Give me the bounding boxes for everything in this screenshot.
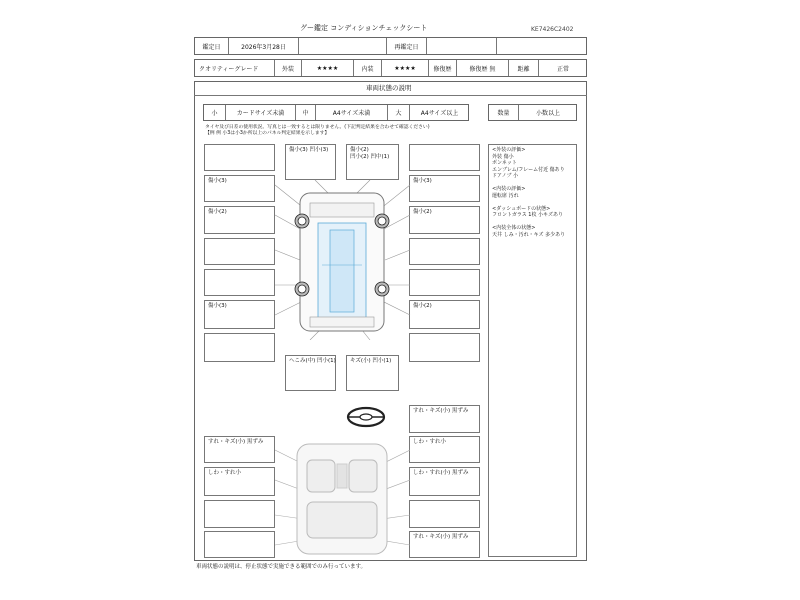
exterior-box-right-4 [409, 269, 480, 296]
exterior-box-rear-right: キズ(小) 凹小(1) [346, 355, 399, 391]
exterior-box-left-5: 傷小(3) [204, 300, 275, 329]
count-label: 数量 [489, 105, 519, 120]
exterior-box-right-1: 傷小(3) [409, 175, 480, 202]
comment-line: <内装全体の状態> [492, 225, 536, 231]
mileage-label: 距離 [509, 60, 539, 76]
interior-box-right-2: しわ・すれ(小) 黒ずみ [409, 467, 480, 496]
exterior-box-left-0 [204, 144, 275, 171]
comment-line: エンブレム/フレーム付近 傷あり [492, 166, 565, 173]
comment-line: <内装の評価> [492, 186, 526, 192]
comment-line: ドアノブ 小 [492, 173, 519, 179]
interior-box-left-2: しわ・すれ小 [204, 467, 275, 496]
comment-line: <外装の評価> [492, 147, 526, 153]
car-interior-diagram [275, 440, 410, 558]
section-title: 車両状態の説明 [366, 84, 412, 92]
interior-rating: ★★★★ [382, 60, 429, 76]
legend-note-2: 【例 例 小3は小3か所以上のパネル判定結果を示します】 [205, 131, 330, 136]
legend-small: 小 [204, 105, 226, 120]
sheet-title: グー鑑定 コンディションチェックシート [300, 24, 428, 32]
count-legend [488, 104, 577, 121]
appraisal-date-row [194, 37, 587, 55]
exterior-box-left-3 [204, 238, 275, 265]
repair-label: 修復歴 [429, 60, 457, 76]
legend-medium: 中 [296, 105, 316, 120]
document-code: KE7426C2402 [531, 26, 574, 33]
comments-panel [488, 144, 577, 557]
expiry-label: 再鑑定日 [387, 38, 427, 54]
car-body-outline [300, 193, 384, 331]
exterior-box-right-5: 傷小(2) [409, 300, 480, 329]
interior-box-wheel: すれ・キズ(小) 黒ずみ [409, 405, 480, 433]
legend-large-desc: A4サイズ以上 [420, 110, 459, 117]
comment-line: 天井 しみ・汚れ・キズ 多少あり [492, 231, 566, 238]
comment-line: ボンネット [492, 160, 517, 166]
appraisal-date-blank [299, 38, 387, 54]
grade-row [194, 59, 587, 77]
legend-medium-desc: A4サイズ未満 [316, 105, 388, 120]
comment-line: 運転席 汚れ [492, 192, 519, 199]
exterior-label: 外装 [275, 60, 302, 76]
exterior-box-right-2: 傷小(2) [409, 206, 480, 234]
appraisal-date-value: 2026年3月28日 [229, 38, 299, 54]
exterior-box-front-left: 傷小(3) 凹小(3) [285, 144, 336, 180]
legend-note-1: タイヤ及び日差の使用状況、写真とは一致するとは限りません。(下記判定結果を合わせて確認ください) [205, 125, 430, 130]
interior-box-left-1: すれ・キズ(小) 黒ずみ [204, 436, 275, 463]
exterior-box-left-2: 傷小(2) [204, 206, 275, 234]
comment-line: <ダッシュボードの状態> [492, 205, 551, 212]
exterior-rating: ★★★★ [302, 60, 354, 76]
comment-line: フロントガラス 1枚 小キズあり [492, 212, 563, 218]
quality-grade-label: クオリティーグレード [195, 60, 275, 76]
exterior-box-front-right: 傷小(2) 凹小(2) 凹中(1) [346, 144, 399, 180]
legend-small-desc: カードサイズ未満 [226, 105, 296, 120]
appraisal-date-label: 鑑定日 [195, 38, 229, 54]
exterior-box-right-3 [409, 238, 480, 265]
exterior-box-left-6 [204, 333, 275, 362]
legend-large: 大 [388, 105, 410, 120]
expiry-blank [497, 38, 587, 54]
comment-line: 外装 傷小 [492, 153, 514, 160]
footer-note: 車両状態の説明は、停止状態で実施できる範囲でのみ行っています。 [196, 564, 367, 570]
interior-box-left-4 [204, 531, 275, 558]
interior-box-left-3 [204, 500, 275, 528]
car-exterior-diagram [270, 175, 415, 340]
expiry-value [427, 38, 497, 54]
size-legend [203, 104, 469, 121]
exterior-box-rear-left: へこみ(中) 凹小(1) [285, 355, 336, 391]
exterior-box-left-4 [204, 269, 275, 296]
interior-label: 内装 [354, 60, 382, 76]
mileage-value: 正常 [556, 65, 569, 73]
count-value: 小数以上 [535, 110, 560, 117]
exterior-box-left-1: 傷小(3) [204, 175, 275, 202]
interior-box-right-4: すれ・キズ(小) 黒ずみ [409, 531, 480, 558]
exterior-box-right-6 [409, 333, 480, 362]
interior-box-right-3 [409, 500, 480, 528]
interior-box-right-1: しわ・すれ小 [409, 436, 480, 463]
exterior-box-right-0 [409, 144, 480, 171]
repair-value: 修復歴 無 [457, 60, 509, 76]
steering-wheel-icon [346, 406, 386, 428]
